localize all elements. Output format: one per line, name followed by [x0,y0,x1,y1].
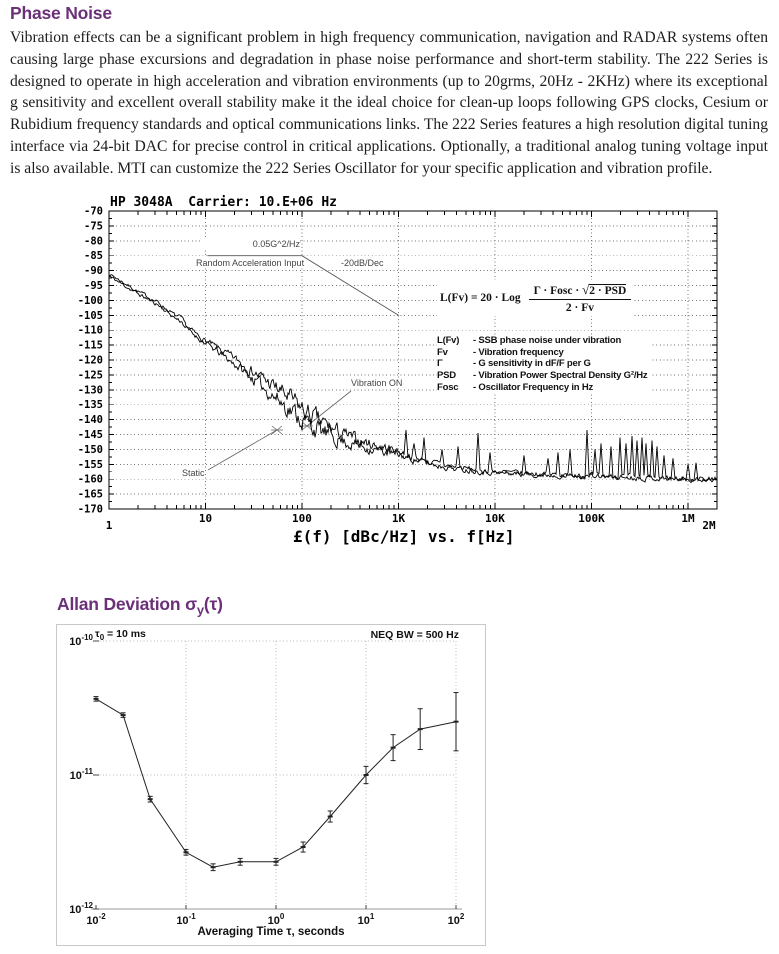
phase-x-tick-label: 1 [105,519,113,532]
allan-tick-labels [69,633,465,927]
phase-y-tick-label: -140 [77,414,103,427]
psd-annotation: 0.05G^2/Hz [200,239,300,249]
tau0-note: $\tau_0 = 10$ ms [95,628,146,643]
phase-y-tick-label: -170 [77,503,103,516]
phase-noise-legend [437,335,651,394]
phase-y-tick-label: -90 [84,265,103,278]
phase-y-tick-label: -70 [84,205,103,218]
allan-x-tick-label: $10^{-2}$ [86,912,106,927]
formula-fraction [529,282,632,314]
formula-lhs: L(Fv) = 20 · Log [440,292,521,304]
phase-y-tick-label: -150 [77,443,103,456]
formula-numerator-prefix: Γ · Fosc · [533,285,583,297]
legend-row: Fosc - Oscillator Frequency in Hz [437,381,594,393]
page-title: Phase Noise [10,3,112,23]
phase-y-tick-label: -80 [84,235,103,248]
sqrt-icon: √ [582,282,590,297]
allan-y-tick-label: $10^{-11}$ [69,767,93,782]
phase-y-tick-label: -145 [77,429,103,441]
allan-x-tick-label: $10^{-1}$ [176,912,196,927]
static-callout: Static [182,468,205,478]
phase-y-tick-label: -155 [77,458,103,471]
phase-y-tick-label: -115 [77,339,103,352]
phase-y-tick-label: -130 [77,384,103,397]
legend-row: L(Fv) - SSB phase noise under vibration [437,335,622,346]
phase-y-tick-label: -95 [84,280,103,292]
phase-y-tick-label: -165 [77,488,103,501]
formula-denominator: 2 · Fv [565,302,595,314]
phase-y-tick-label: -125 [77,369,103,382]
legend-row: Γ - G sensitivity in dF/F per G [437,358,591,370]
phase-x-tick-label: 100K [578,512,605,525]
allan-deviation-plot [57,625,485,945]
phase-chart-title: HP 3048A Carrier: 10.E+06 Hz [110,195,337,210]
allan-gridlines [96,641,456,909]
allan-x-tick-label: $10^1$ [357,912,375,927]
phase-y-tick-label: -160 [77,473,103,486]
legend-row: Fv - Vibration frequency [437,346,564,358]
phase-noise-formula [437,280,634,316]
phase-y-tick-label: -135 [77,399,103,412]
allan-deviation-figure [56,624,486,946]
legend-row: PSD - Vibration Power Spectral Density G²/Hz [437,370,648,382]
phase-y-tick-label: -120 [77,354,103,367]
allan-x-tick-label: $10^0$ [267,912,285,927]
phase-noise-plot [0,195,779,555]
phase-x-tick-label: 10K [485,512,505,525]
allan-deviation-heading: Allan Deviation $\sigma_y(\tau)$ [57,594,223,618]
allan-y-tick-label: $10^{-12}$ [69,901,93,916]
phase-x-tick-label: 100 [292,512,312,525]
phase-x-tick-label: 1M [681,512,695,525]
phase-y-tick-label: -100 [77,294,103,307]
allan-x-axis-label: Averaging Time τ, seconds [197,926,345,938]
random-acceleration-input-annotation: Random Acceleration Input [196,258,305,268]
phase-x-tick-label: 2M [702,519,716,532]
phase-y-tick-label: -110 [77,324,103,337]
phase-y-tick-label: -75 [84,220,103,233]
phase-x-tick-label: 1K [391,512,406,525]
vibration-on-callout: Vibration ON [351,378,403,388]
intro-paragraph: Vibration effects can be a significant problem in high frequency communication, navigation and RADAR systems often causing large phase excursions and degradation in phase noise performance and short-term stability. The 222 Series is designed to operate in high acceleration and vibration environments (up to 20grms, 20Hz - 2KHz) where its exceptional g sensitivity and excellent overall stability make it the ideal choice for clean-up loops following GPS clocks, Cesium or Rubidium frequency standards and optical communications links. The 222 Series features a high resolution digital tuning interface via 24-bit DAC for precise control in critical applications. Optionally, a traditional analog tuning voltage input is also available. MTI can customize the 222 Series Oscillator for your specific application and vibration profile. [10,29,768,177]
allan-x-tick-label: $10^2$ [447,912,465,927]
neq-bw-note: NEQ BW = 500 Hz [370,629,459,641]
phase-x-tick-label: 10 [198,512,213,525]
phase-noise-figure [0,195,779,555]
phase-y-tick-label: -85 [84,250,103,263]
slope-annotation: -20dB/Dec [341,258,384,268]
phase-axis-caption: £(f) [dBc/Hz] vs. f[Hz] [293,527,515,546]
formula-sqrt-argument: 2 · PSD [589,285,627,297]
allan-y-tick-label: $10^{-10}$ [69,633,93,648]
phase-y-tick-label: -105 [77,309,103,322]
